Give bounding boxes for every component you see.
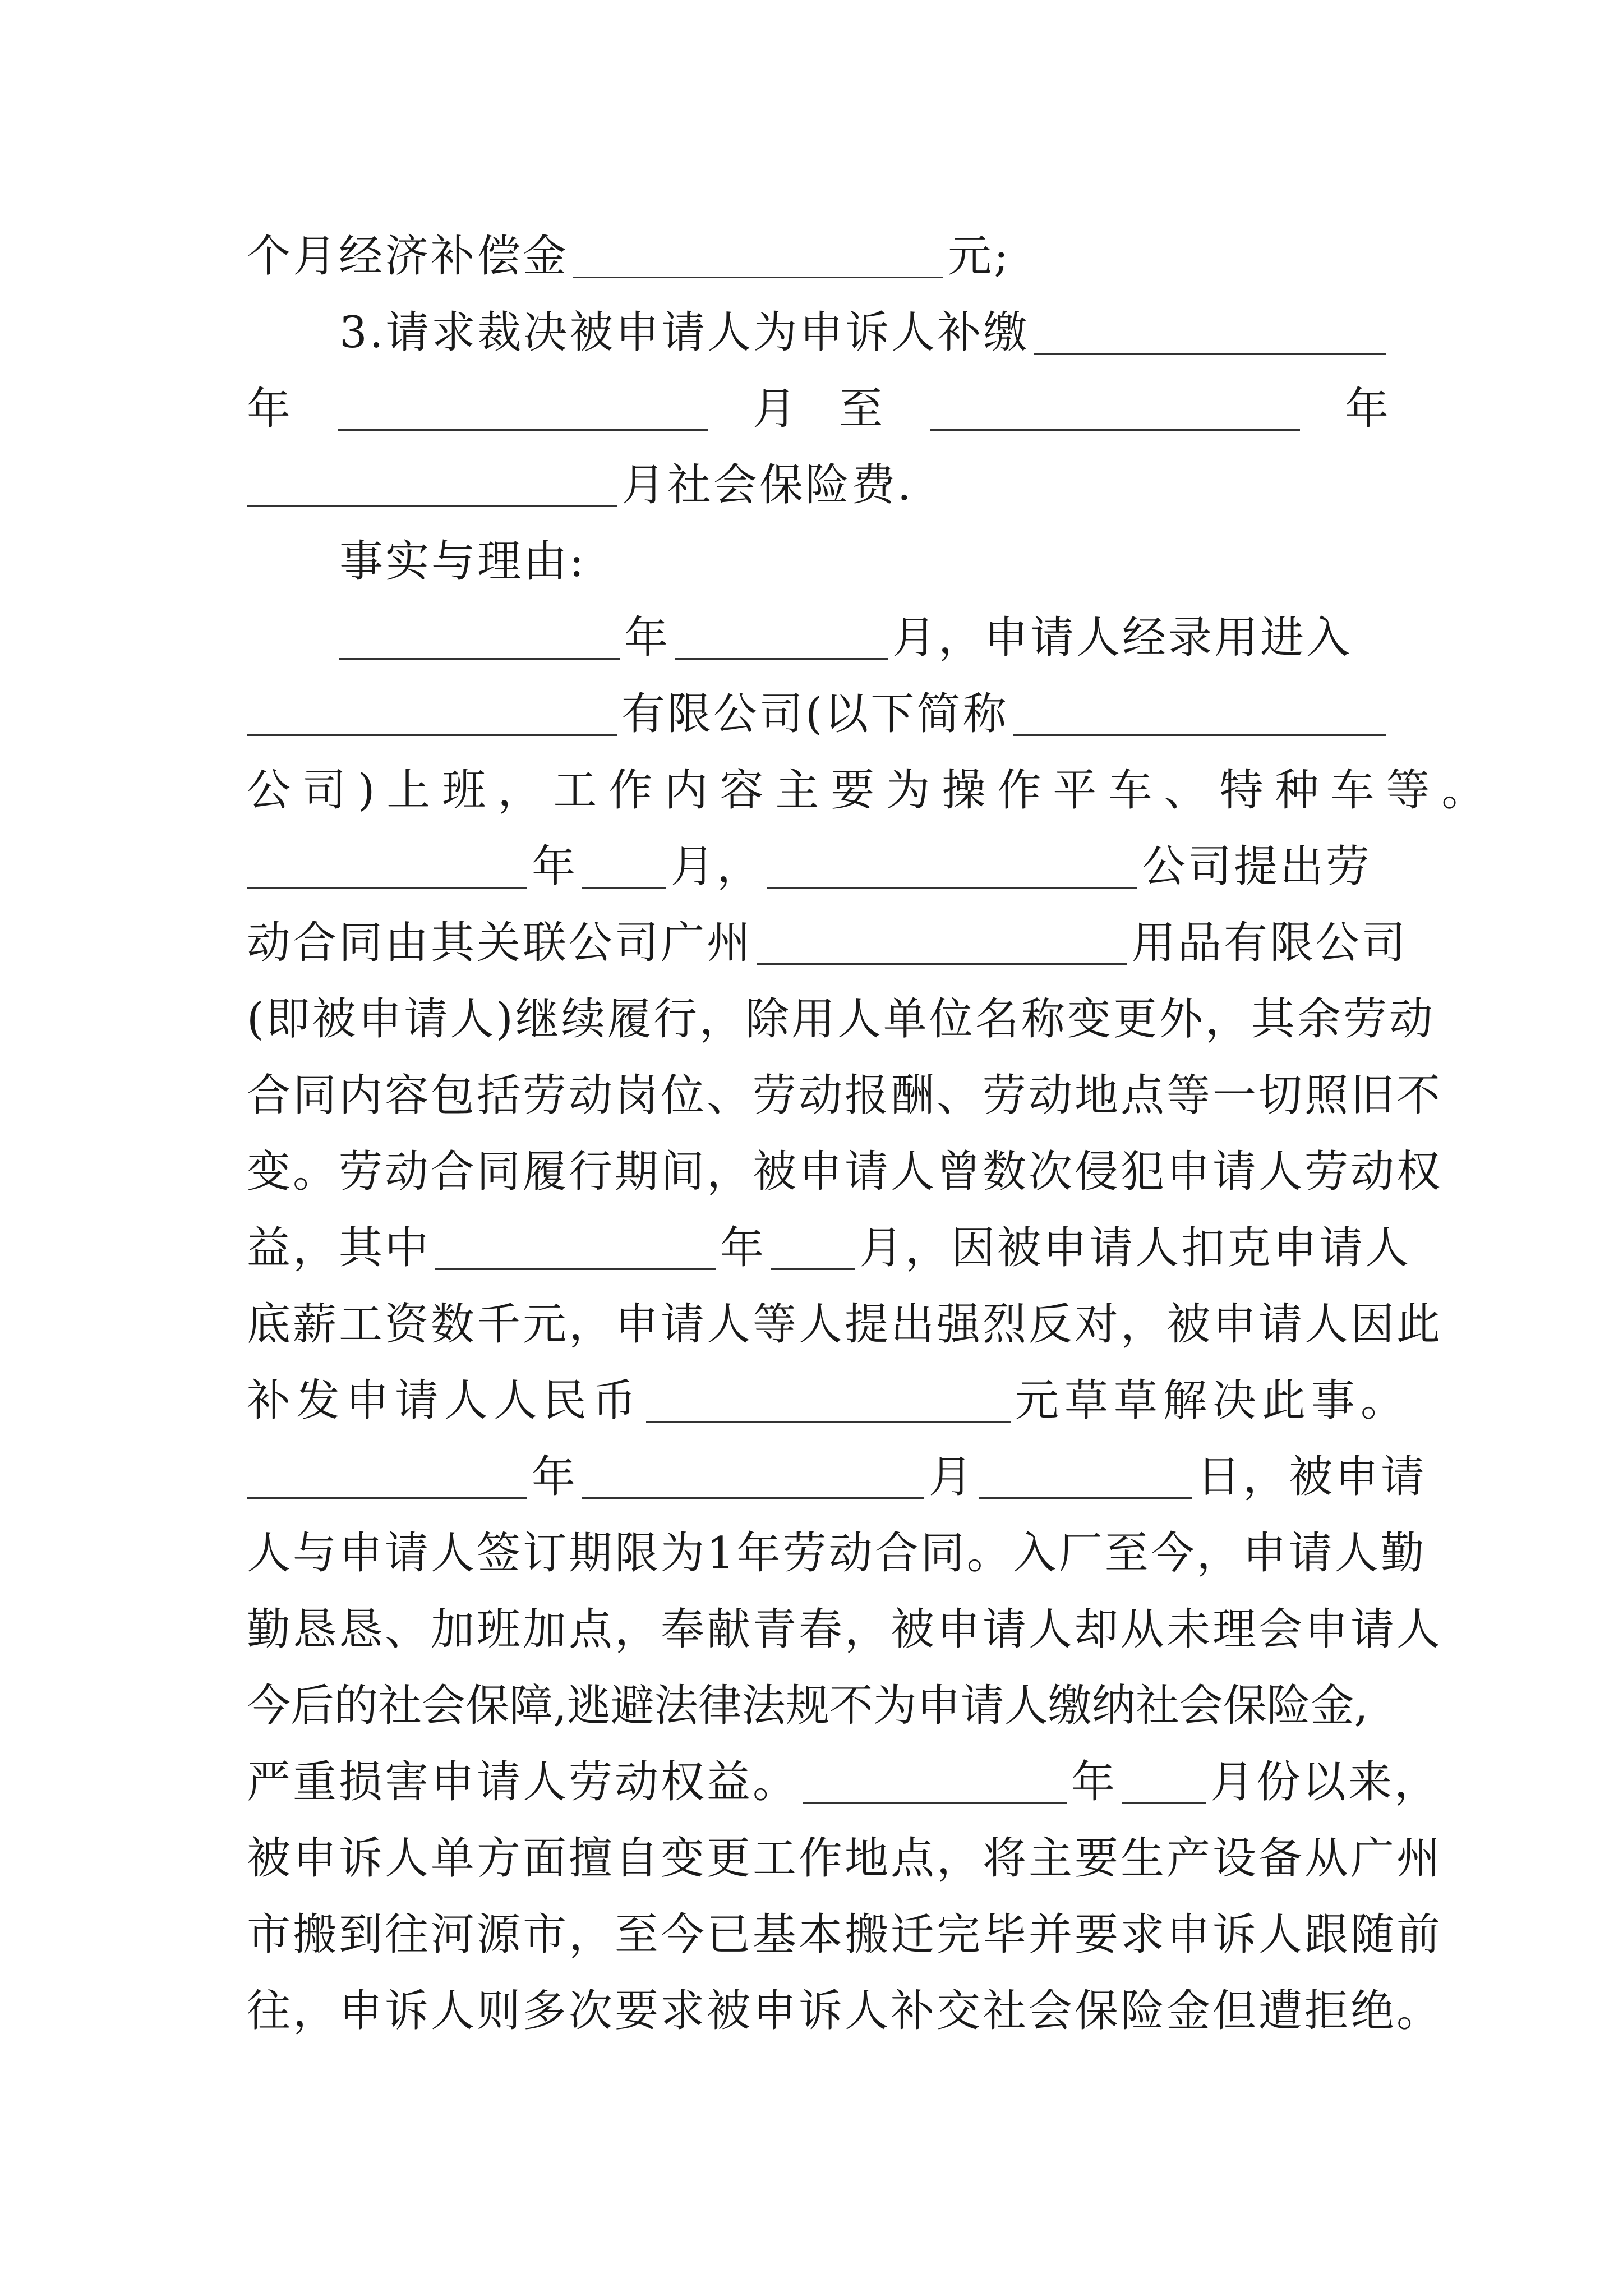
- text-segment: 动合同由其关联公司广州: [247, 918, 753, 968]
- text-segment: 年: [247, 384, 293, 434]
- fill-in-blank[interactable]: [582, 845, 666, 889]
- text-line: [247, 278, 1391, 358]
- text-segment: 被申诉人单方面擅自变更工作地点，将主要生产设备从广州: [247, 1833, 1443, 1884]
- fill-in-blank[interactable]: [979, 1456, 1192, 1499]
- fill-in-blank[interactable]: [338, 388, 708, 431]
- text-segment: 日，被申请: [1197, 1452, 1427, 1502]
- text-segment: 底薪工资数千元，申请人等人提出强烈反对，被申请人因此: [247, 1299, 1443, 1350]
- text-segment: 有限公司(以下简称: [621, 689, 1009, 739]
- fill-in-blank[interactable]: [247, 845, 527, 889]
- fill-in-blank[interactable]: [339, 616, 620, 660]
- text-segment: 人与申请人签订期限为1年劳动合同。入厂至今，申请人勤: [247, 1528, 1427, 1579]
- fill-in-blank[interactable]: [1122, 1761, 1206, 1804]
- text-segment: 用品有限公司: [1132, 918, 1408, 968]
- text-line: [247, 1346, 1410, 1426]
- fill-in-blank[interactable]: [771, 1227, 855, 1270]
- text-segment: 年: [532, 841, 578, 892]
- text-line: [247, 812, 1391, 892]
- fill-in-blank[interactable]: [675, 616, 888, 660]
- fill-in-blank[interactable]: [573, 235, 943, 278]
- text-segment: 个月经济补偿金: [247, 231, 569, 282]
- text-segment: 合同内容包括劳动岗位、劳动报酬、劳动地点等一切照旧不: [247, 1070, 1443, 1121]
- text-line: [247, 202, 1391, 282]
- fill-in-blank[interactable]: [435, 1227, 716, 1270]
- text-segment: 月，因被申请人扣克申请人: [859, 1223, 1412, 1273]
- fill-in-blank[interactable]: [1034, 311, 1386, 355]
- text-segment: 月: [929, 1452, 975, 1502]
- text-segment: 年: [1071, 1757, 1118, 1807]
- text-segment: 元草草解决此事。: [1015, 1375, 1410, 1426]
- text-segment: 至: [838, 384, 885, 434]
- text-line: [247, 1804, 1443, 1884]
- text-line: [247, 660, 1391, 739]
- text-segment: (即被申请人)继续履行，除用人单位名称变更外，其余劳动: [247, 994, 1435, 1045]
- text-segment: 公司)上班，工作内容主要为操作平车、特种车等。: [247, 765, 1497, 816]
- text-line: [247, 355, 1391, 434]
- fill-in-blank[interactable]: [247, 1456, 527, 1499]
- text-segment: 月，申请人经录用进入: [892, 613, 1353, 663]
- text-segment: 年: [624, 613, 671, 663]
- fill-in-blank[interactable]: [646, 1379, 1011, 1423]
- section-heading: [247, 507, 1391, 587]
- text-segment: 市搬到往河源市，至今已基本搬迁完毕并要求申诉人跟随前: [247, 1910, 1443, 1960]
- fill-in-blank[interactable]: [757, 922, 1127, 965]
- text-segment: 事实与理由:: [339, 536, 587, 587]
- text-line: [247, 889, 1408, 968]
- text-segment: 严重损害申请人劳动权益。: [247, 1757, 799, 1807]
- text-segment: 变。劳动合同履行期间，被申请人曾数次侵犯申请人劳动权: [247, 1147, 1443, 1197]
- text-segment: 月份以来，: [1210, 1757, 1441, 1807]
- text-line: [247, 1880, 1443, 1960]
- text-segment: 勤恳恳、加班加点，奉献青春，被申请人却从未理会申请人: [247, 1604, 1443, 1655]
- fill-in-blank[interactable]: [247, 464, 617, 507]
- text-line: [247, 583, 1391, 663]
- text-segment: 月，: [671, 841, 763, 892]
- text-segment: 月社会保险费.: [621, 460, 914, 510]
- fill-in-blank[interactable]: [930, 388, 1300, 431]
- text-line: [247, 1957, 1443, 2036]
- text-segment: 年: [532, 1452, 578, 1502]
- text-segment: 益，其中: [247, 1223, 431, 1273]
- text-line: [247, 736, 1497, 816]
- fill-in-blank[interactable]: [1013, 693, 1386, 736]
- fill-in-blank[interactable]: [767, 845, 1137, 889]
- text-segment: 今后的社会保障,逃避法律法规不为申请人缴纳社会保险金,: [247, 1681, 1368, 1731]
- text-segment: 公司提出劳: [1142, 841, 1372, 892]
- text-line: [247, 1194, 1412, 1273]
- fill-in-blank[interactable]: [247, 693, 617, 736]
- text-line: [247, 431, 1391, 510]
- text-line: [247, 1270, 1443, 1350]
- text-segment: 往，申诉人则多次要求被申诉人补交社会保险金但遭拒绝。: [247, 1986, 1443, 2036]
- text-line: [247, 1041, 1443, 1121]
- text-line: [247, 1117, 1443, 1197]
- text-line: [247, 965, 1435, 1045]
- fill-in-blank[interactable]: [803, 1761, 1067, 1804]
- fill-in-blank[interactable]: [582, 1456, 924, 1499]
- text-line: [247, 1651, 1391, 1731]
- text-segment: 元;: [948, 231, 1011, 282]
- text-line: [247, 1423, 1427, 1502]
- text-line: [247, 1728, 1441, 1807]
- text-segment: 补发申请人人民币: [247, 1375, 642, 1426]
- text-segment: 3.请求裁决被申请人为申诉人补缴: [339, 307, 1030, 358]
- text-line: [247, 1499, 1427, 1579]
- text-segment: 月: [752, 384, 799, 434]
- text-line: [247, 1575, 1443, 1655]
- text-segment: 年: [1344, 384, 1391, 434]
- text-segment: 年: [720, 1223, 767, 1273]
